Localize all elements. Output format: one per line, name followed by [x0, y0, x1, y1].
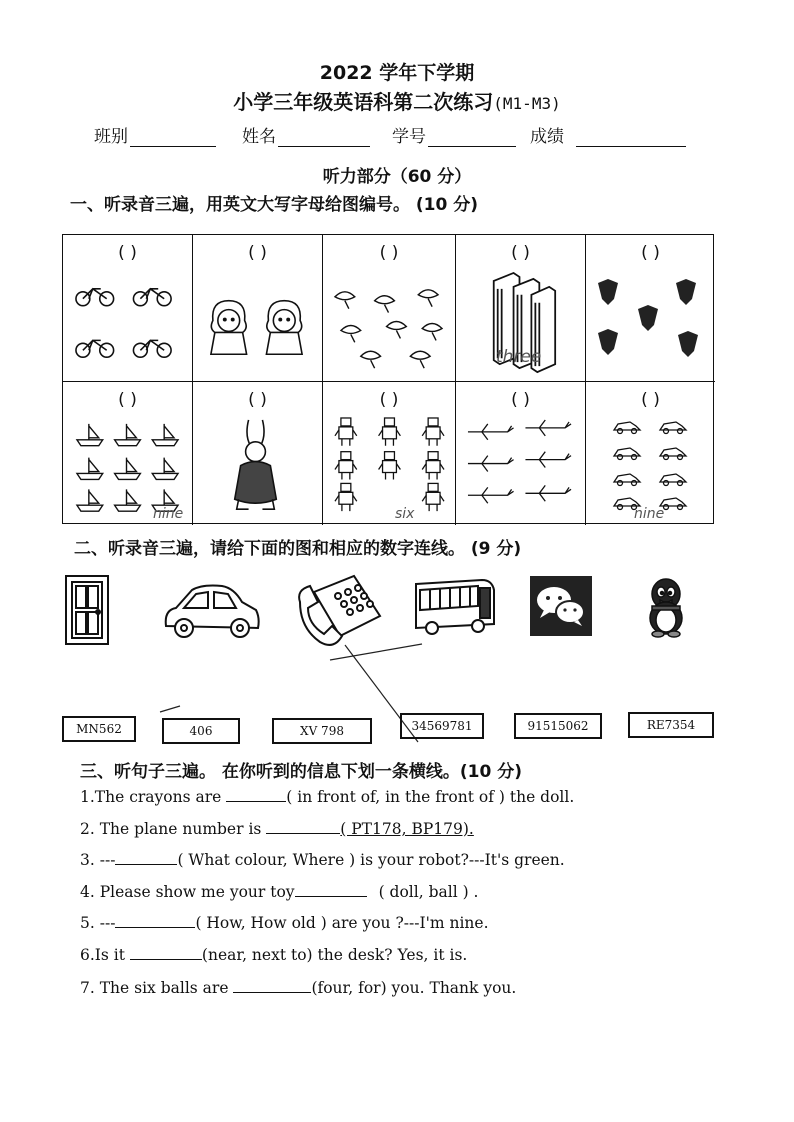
- sentence-5: [80, 914, 489, 932]
- sentence-4: [80, 883, 478, 901]
- cars-icon: [594, 416, 707, 519]
- answer-blank[interactable]: [115, 852, 177, 865]
- answer-blank[interactable]: [115, 915, 195, 928]
- bicycles-icon: [71, 269, 184, 375]
- sentence-text: the doll.: [504, 788, 575, 806]
- field-class-label: 班别: [94, 127, 128, 147]
- sentence-text: ---: [94, 851, 116, 869]
- bus-icon: [412, 576, 498, 636]
- field-number-line[interactable]: [428, 130, 516, 147]
- sentence-text: Please show me your toy: [94, 883, 295, 901]
- sentence-2: [80, 820, 474, 838]
- kites-icon: [331, 269, 447, 375]
- rabbit-icon: [201, 416, 314, 518]
- cell-bicycles: [63, 235, 193, 382]
- handwriting-nine-2: nine: [634, 506, 665, 522]
- answer-paren[interactable]: ( ): [248, 243, 267, 263]
- sentence-num: 5.: [80, 914, 95, 932]
- part1-heading: 一、听录音三遍，用英文大写字母给图编号。 (10 分): [70, 195, 479, 215]
- cell-dolls: [193, 235, 323, 382]
- cell-planes: [456, 382, 586, 525]
- handwriting-six: six: [395, 506, 415, 522]
- robots-icon: [331, 416, 447, 518]
- answer-paren[interactable]: ( ): [379, 390, 399, 410]
- sentence-text: ---: [94, 914, 116, 932]
- answer-paren[interactable]: ( ): [641, 390, 660, 410]
- number-box-2[interactable]: 406: [162, 718, 240, 744]
- sentence-text: the desk? Yes, it is.: [312, 946, 468, 964]
- car-icon: [162, 582, 262, 644]
- sentence-num: 1.: [80, 788, 95, 806]
- answer-blank[interactable]: [266, 821, 340, 834]
- sentence-num: 3.: [80, 851, 95, 869]
- answer-paren[interactable]: ( ): [641, 243, 660, 263]
- number-box-6[interactable]: RE7354: [628, 712, 714, 738]
- title-exam-sub: (M1-M3): [493, 94, 561, 113]
- sentence-options[interactable]: ( How, How old ): [195, 914, 327, 932]
- telephone-icon: [294, 572, 384, 652]
- field-number-label: 学号: [392, 127, 426, 147]
- answer-paren[interactable]: ( ): [118, 390, 137, 410]
- sentence-num: 6.: [80, 946, 95, 964]
- number-box-3[interactable]: XV 798: [272, 718, 372, 744]
- title-year: 2022 学年下学期: [319, 62, 475, 84]
- answer-paren[interactable]: ( ): [379, 243, 399, 263]
- picture-grid: [62, 234, 714, 524]
- cell-cars: [586, 382, 715, 525]
- dolls-icon: [201, 269, 314, 375]
- field-name-label: 姓名: [242, 127, 276, 147]
- sentence-text: The six balls are: [94, 979, 234, 997]
- wechat-icon: [530, 576, 592, 636]
- title-exam-main: 小学三年级英语科第二次练习: [233, 90, 494, 114]
- listening-title: 听力部分（60 分）: [322, 167, 472, 187]
- field-score-line[interactable]: [576, 130, 686, 147]
- field-class-line[interactable]: [130, 130, 216, 147]
- answer-paren[interactable]: ( ): [511, 390, 530, 410]
- sentence-text: are you ?---I'm nine.: [326, 914, 489, 932]
- sentence-options[interactable]: (four, for): [311, 979, 387, 997]
- planes-icon: [464, 416, 577, 518]
- number-box-4[interactable]: 34569781: [400, 713, 484, 739]
- part2-heading: 二、听录音三遍，请给下面的图和相应的数字连线。 (9 分): [74, 539, 522, 559]
- penguin-icon: [642, 576, 690, 638]
- dark-kites-icon: [594, 269, 707, 376]
- sentence-options[interactable]: ( What colour, Where ): [177, 851, 356, 869]
- sentence-text: Is it: [94, 946, 130, 964]
- sentence-text: you. Thank you.: [386, 979, 517, 997]
- cell-robots: [323, 382, 456, 525]
- answer-paren[interactable]: ( ): [118, 243, 137, 263]
- sentence-options[interactable]: (near, next to): [201, 946, 313, 964]
- sentence-7: [80, 979, 516, 997]
- sentence-text: The plane number is: [94, 820, 267, 838]
- sentence-options[interactable]: ( PT178, BP179).: [340, 820, 474, 838]
- sentence-6: [80, 946, 467, 964]
- boats-icon: [71, 416, 184, 518]
- answer-paren[interactable]: ( ): [511, 243, 530, 263]
- sentence-num: 4.: [80, 883, 95, 901]
- cell-dark-kites: [586, 235, 715, 382]
- sentence-3: [80, 851, 565, 869]
- sentence-text: The crayons are: [94, 788, 227, 806]
- sentence-1: [80, 788, 574, 806]
- field-score-label: 成绩: [530, 127, 564, 147]
- answer-blank[interactable]: [295, 884, 367, 897]
- title-exam: [0, 86, 794, 115]
- number-box-5[interactable]: 91515062: [514, 713, 602, 739]
- cell-books: [456, 235, 586, 382]
- answer-blank[interactable]: [226, 789, 286, 802]
- sentence-num: 2.: [80, 820, 95, 838]
- cell-boats: [63, 382, 193, 525]
- door-icon: [62, 574, 112, 646]
- cell-rabbit: [193, 382, 323, 525]
- sentence-options[interactable]: ( doll, ball ) .: [378, 883, 479, 901]
- handwriting-three: three: [496, 347, 542, 367]
- student-info-row: [94, 122, 686, 147]
- handwriting-nine-1: nine: [153, 506, 184, 522]
- sentence-num: 7.: [80, 979, 95, 997]
- sentence-options[interactable]: ( in front of, in the front of ): [286, 788, 505, 806]
- answer-blank[interactable]: [130, 947, 202, 960]
- sentence-text: is your robot?---It's green.: [355, 851, 565, 869]
- answer-paren[interactable]: ( ): [248, 390, 267, 410]
- number-box-1[interactable]: MN562: [62, 716, 136, 742]
- field-name-line[interactable]: [278, 130, 370, 147]
- part3-heading: 三、听句子三遍。 在你听到的信息下划一条横线。(10 分): [80, 762, 523, 782]
- cell-kites: [323, 235, 456, 382]
- answer-blank[interactable]: [233, 980, 311, 993]
